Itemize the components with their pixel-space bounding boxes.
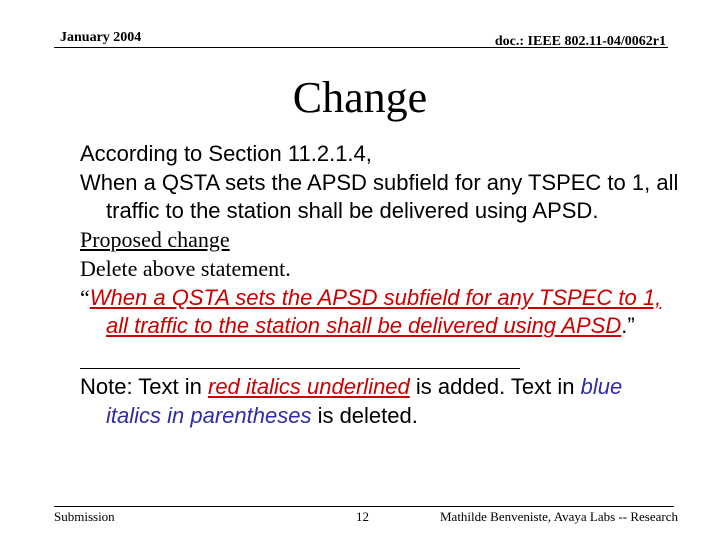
note-mid: is added. Text in bbox=[409, 373, 581, 399]
footer-divider bbox=[54, 506, 674, 507]
body-line-statement: When a QSTA sets the APSD subfield for any TSPEC to 1, all traffic to the station shall be delivered using APSD. bbox=[80, 169, 679, 224]
body-line-section: According to Section 11.2.1.4, bbox=[80, 141, 372, 166]
footer-author: Mathilde Benveniste, Avaya Labs -- Research bbox=[439, 509, 678, 524]
note-red-sample: red italics underlined bbox=[208, 373, 410, 399]
proposed-quote bbox=[80, 284, 680, 341]
slide-title: Change bbox=[292, 73, 428, 122]
slide-body bbox=[80, 140, 680, 430]
header-doc-id: doc.: IEEE 802.11-04/0062r1 bbox=[494, 34, 666, 49]
note-prefix: Note: Text in bbox=[80, 373, 208, 399]
footer-page-number: 12 bbox=[356, 509, 369, 524]
quote-close: .” bbox=[621, 313, 635, 339]
header-divider bbox=[54, 47, 668, 48]
quote-added-text: When a QSTA sets the APSD subfield for any TSPEC to 1, all traffic to the station shall be delivered using APSD bbox=[89, 284, 662, 339]
note-suffix: is deleted. bbox=[311, 402, 418, 428]
separator-rule bbox=[80, 341, 520, 369]
footer-submission: Submission bbox=[54, 509, 115, 524]
proposed-change-label: Proposed change bbox=[80, 227, 230, 253]
delete-statement: Delete above statement. bbox=[80, 255, 291, 281]
quote-open: “ bbox=[80, 284, 90, 310]
note-line bbox=[80, 373, 680, 430]
header-date: January 2004 bbox=[60, 30, 142, 45]
note-blue-sample: blue italics in parentheses bbox=[106, 373, 623, 428]
